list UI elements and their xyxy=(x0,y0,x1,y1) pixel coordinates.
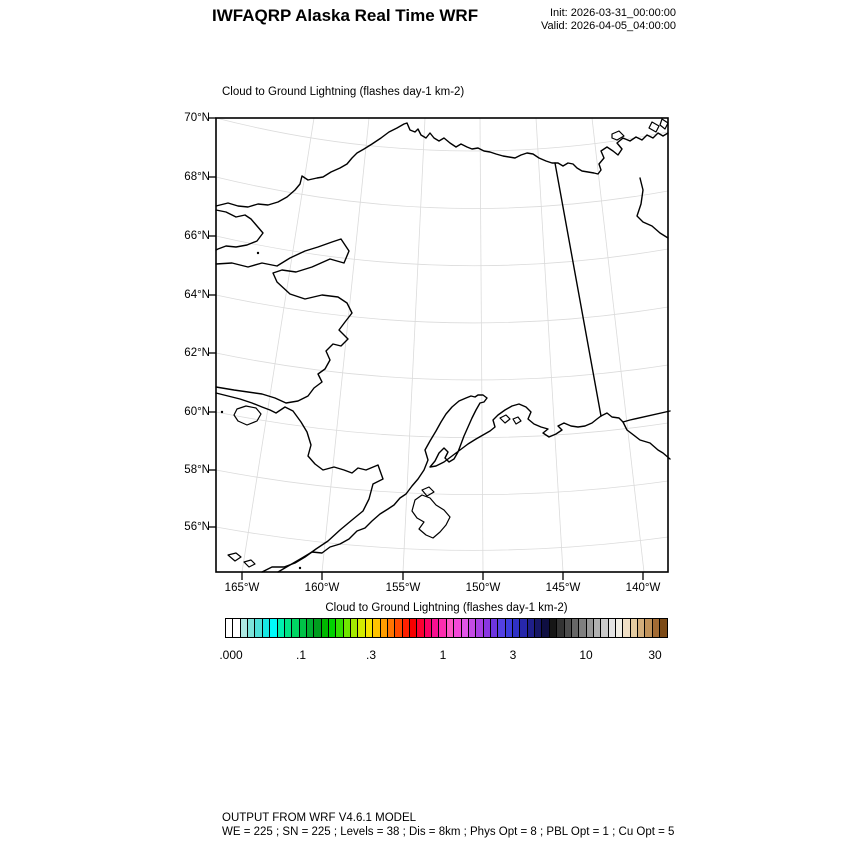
axis-ticks xyxy=(208,118,643,580)
pws-island xyxy=(500,415,510,423)
colorbar-cell xyxy=(439,619,446,637)
lat-label-66n: 66°N xyxy=(184,230,210,242)
colorbar-cell xyxy=(484,619,491,637)
colorbar-tick-000: .000 xyxy=(219,648,243,662)
colorbar-tick-30: 30 xyxy=(648,648,662,662)
colorbar-cell xyxy=(417,619,424,637)
colorbar-cell xyxy=(314,619,321,637)
footer-model-line: OUTPUT FROM WRF V4.6.1 MODEL xyxy=(222,812,417,824)
colorbar-cell xyxy=(594,619,601,637)
lon-label-155w: 155°W xyxy=(385,582,421,594)
colorbar-cell xyxy=(233,619,240,637)
lon-label-150w: 150°W xyxy=(465,582,501,594)
colorbar-cell xyxy=(506,619,513,637)
colorbar-cell xyxy=(329,619,336,637)
nunivak-island xyxy=(234,406,261,425)
colorbar-cell xyxy=(528,619,535,637)
lon-label-145w: 145°W xyxy=(545,582,581,594)
lat-label-58n: 58°N xyxy=(184,464,210,476)
arctic-coastline xyxy=(216,123,668,207)
lat-label-62n: 62°N xyxy=(184,347,210,359)
colorbar-cell xyxy=(498,619,505,637)
colorbar-cell xyxy=(344,619,351,637)
colorbar-cell xyxy=(322,619,329,637)
map-title: Cloud to Ground Lightning (flashes day-1 km-2) xyxy=(222,86,465,98)
colorbar-tick-0p3: .3 xyxy=(365,648,377,662)
colorbar-cell xyxy=(616,619,623,637)
colorbar-cell xyxy=(520,619,527,637)
colorbar-cell xyxy=(623,619,630,637)
islet-dot xyxy=(299,567,301,569)
footer-block xyxy=(222,811,674,839)
colorbar-cell xyxy=(241,619,248,637)
colorbar-cell xyxy=(278,619,285,637)
lon-label-165w: 165°W xyxy=(224,582,260,594)
lat-label-68n: 68°N xyxy=(184,171,210,183)
kodiak-island xyxy=(412,495,450,538)
colorbar-cell xyxy=(660,619,666,637)
colorbar-cell xyxy=(373,619,380,637)
colorbar-cell xyxy=(425,619,432,637)
colorbar-cell xyxy=(645,619,652,637)
lat-label-70n: 70°N xyxy=(184,112,210,124)
colorbar-cell xyxy=(263,619,270,637)
colorbar-cell xyxy=(351,619,358,637)
coastlines xyxy=(216,119,670,572)
colorbar-cell xyxy=(491,619,498,637)
colorbar-cell xyxy=(513,619,520,637)
canada-border-line xyxy=(555,163,601,416)
colorbar-cell xyxy=(557,619,564,637)
colorbar-cell xyxy=(336,619,343,637)
colorbar-cell xyxy=(358,619,365,637)
delta-island xyxy=(649,122,659,132)
lat-label-56n: 56°N xyxy=(184,521,210,533)
colorbar-cell xyxy=(462,619,469,637)
west-coastline xyxy=(216,239,352,403)
colorbar-cell xyxy=(307,619,314,637)
colorbar-cell xyxy=(255,619,262,637)
colorbar-cell xyxy=(395,619,402,637)
colorbar-cell xyxy=(550,619,557,637)
lon-label-160w: 160°W xyxy=(304,582,340,594)
colorbar-cell xyxy=(410,619,417,637)
pws-island xyxy=(513,417,521,424)
colorbar-cell xyxy=(381,619,388,637)
colorbar-cell xyxy=(579,619,586,637)
afognak-island xyxy=(422,487,434,496)
lat-label-64n: 64°N xyxy=(184,289,210,301)
colorbar-cell xyxy=(469,619,476,637)
colorbar-cell xyxy=(572,619,579,637)
colorbar-cell xyxy=(535,619,542,637)
islet xyxy=(244,560,255,567)
page-title: IWFAQRP Alaska Real Time WRF xyxy=(212,6,479,25)
colorbar-cell xyxy=(388,619,395,637)
colorbar-cell xyxy=(292,619,299,637)
colorbar-cell xyxy=(432,619,439,637)
valid-time: Valid: 2026-04-05_04:00:00 xyxy=(541,20,676,32)
init-valid-block xyxy=(541,7,676,33)
colorbar-tick-1: 1 xyxy=(439,648,447,662)
alaska-map xyxy=(216,118,668,572)
lon-label-140w: 140°W xyxy=(625,582,661,594)
colorbar-cell xyxy=(248,619,255,637)
colorbar-cell xyxy=(300,619,307,637)
colorbar-cell xyxy=(447,619,454,637)
colorbar-cell xyxy=(542,619,549,637)
colorbar-cell xyxy=(565,619,572,637)
colorbar-cell xyxy=(653,619,660,637)
colorbar-cell xyxy=(601,619,608,637)
colorbar-cell xyxy=(476,619,483,637)
colorbar-cell xyxy=(638,619,645,637)
islet-dot xyxy=(257,252,259,254)
lat-label-60n: 60°N xyxy=(184,406,210,418)
colorbar-tick-3: 3 xyxy=(509,648,517,662)
colorbar xyxy=(225,618,668,638)
colorbar-tick-10: 10 xyxy=(579,648,593,662)
footer-config-line: WE = 225 ; SN = 225 ; Levels = 38 ; Dis = 8km ; Phys Opt = 8 ; PBL Opt = 1 ; Cu Opt = 5 xyxy=(222,826,675,838)
colorbar-cell xyxy=(270,619,277,637)
colorbar-cell xyxy=(226,619,233,637)
colorbar-cell xyxy=(587,619,594,637)
islet xyxy=(228,553,241,561)
colorbar-cell xyxy=(285,619,292,637)
graticule xyxy=(216,118,668,572)
colorbar-title: Cloud to Ground Lightning (flashes day-1 km-2) xyxy=(325,602,568,614)
colorbar-cell xyxy=(631,619,638,637)
yukon-ne-coast xyxy=(637,178,668,238)
kotzebue-sound-coast xyxy=(216,210,263,250)
colorbar-cell xyxy=(366,619,373,637)
colorbar-cell xyxy=(403,619,410,637)
gulf-east-upper-coast xyxy=(601,411,670,422)
islet-dot xyxy=(221,411,223,413)
south-coastline xyxy=(278,395,601,572)
colorbar-cell xyxy=(454,619,461,637)
colorbar-tick-0p1: .1 xyxy=(295,648,307,662)
delta-island xyxy=(660,119,668,129)
init-time: Init: 2026-03-31_00:00:00 xyxy=(550,7,676,19)
colorbar-cell xyxy=(609,619,616,637)
yk-delta-coastline xyxy=(216,393,383,572)
